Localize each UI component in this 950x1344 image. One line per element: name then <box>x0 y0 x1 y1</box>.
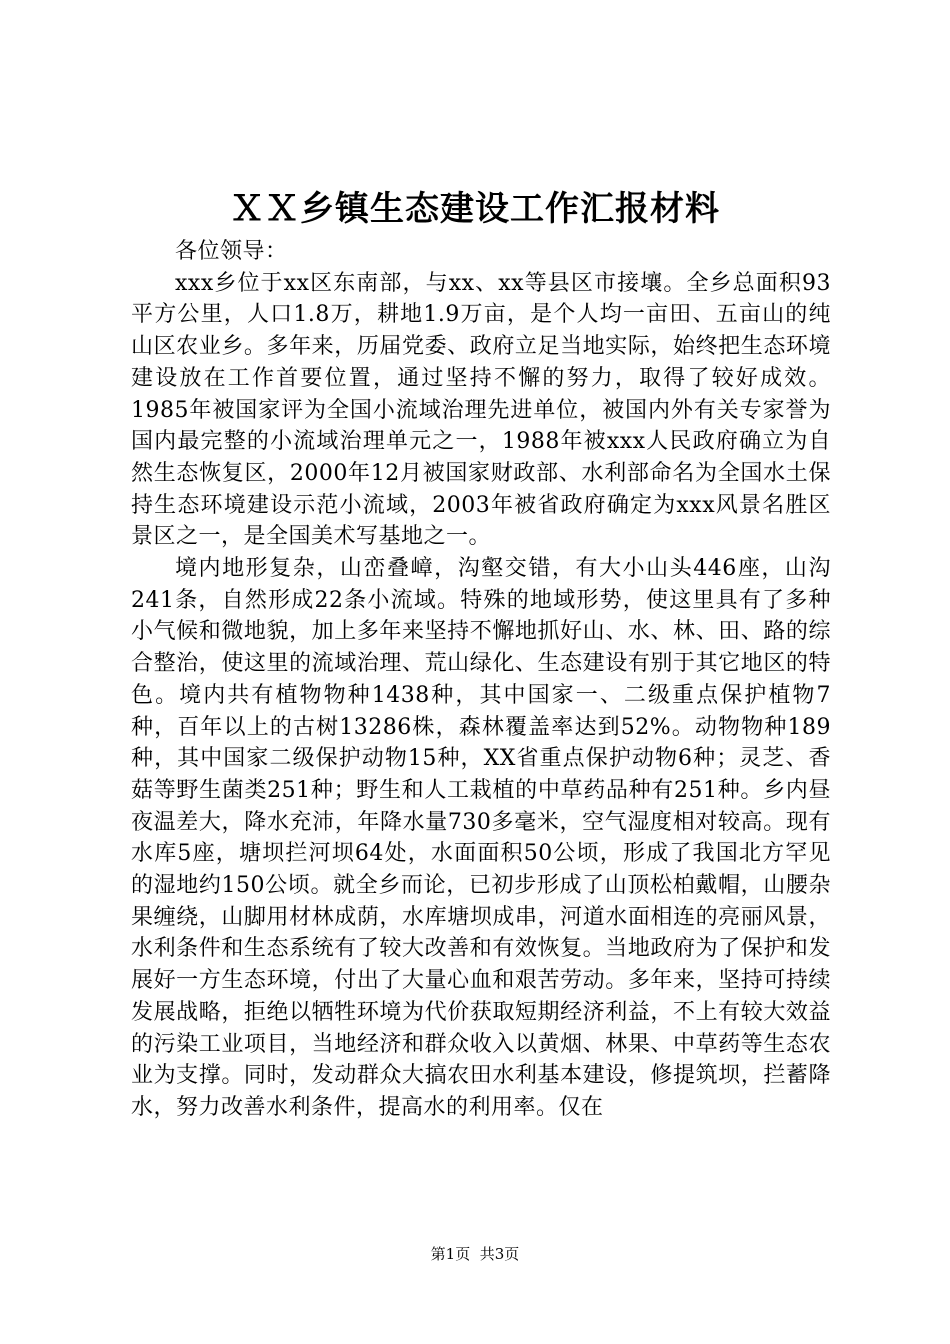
page-number: 第1页 <box>430 1245 471 1263</box>
page-total: 共3页 <box>479 1245 520 1263</box>
document-body <box>131 236 831 1124</box>
paragraph-terrain: 境内地形复杂，山峦叠嶂，沟壑交错，有大小山头446座，山沟241条，自然形成22条小流域。特殊的地域形势，使这里具有了多种小气候和微地貌，加上多年来坚持不懈地抓好山、水、林、田、路的综合整治，使这里的流域治理、荒山绿化、生态建设有别于其它地区的特色。境内共有植物物种1438种，其中国家一、二级重点保护植物7种，百年以上的古树13286株，森林覆盖率达到52%。动物物种189种，其中国家二级保护动物15种，XX省重点保护动物6种；灵芝、香菇等野生菌类251种；野生和人工栽植的中草药品种有251种。乡内昼夜温差大，降水充沛，年降水量730多毫米，空气湿度相对较高。现有水库5座，塘坝拦河坝64处，水面面积50公顷，形成了我国北方罕见的湿地约150公顷。就全乡而论，已初步形成了山顶松柏戴帽，山腰杂果缠绕，山脚用材林成荫，水库塘坝成串，河道水面相连的亮丽风景，水利条件和生态系统有了较大改善和有效恢复。当地政府为了保护和发展好一方生态环境，付出了大量心血和艰苦劳动。多年来，坚持可持续发展战略，拒绝以牺牲环境为代价获取短期经济利益，不上有较大效益的污染工业项目，当地经济和群众收入以黄烟、林果、中草药等生态农业为支撑。同时，发动群众大搞农田水利基本建设，修提筑坝，拦蓄降水，努力改善水利条件，提高水的利用率。仅在 <box>131 556 831 1120</box>
paragraph-overview: xxx乡位于xx区东南部，与xx、xx等县区市接壤。全乡总面积93平方公里，人口1.8万，耕地1.9万亩，是个人均一亩田、五亩山的纯山区农业乡。多年来，历届党委、政府立足当地实际，始终把生态环境建设放在工作首要位置，通过坚持不懈的努力，取得了较好成效。1985年被国家评为全国小流域治理先进单位，被国内外有关专家誉为国内最完整的小流域治理单元之一，1988年被xxx人民政府确立为自然生态恢复区，2000年12月被国家财政部、水利部命名为全国水土保持生态环境建设示范小流域，2003年被省政府确定为xxx风景名胜区景区之一，是全国美术写基地之一。 <box>131 270 831 550</box>
document-title: ＸＸ乡镇生态建设工作汇报材料 <box>230 189 720 229</box>
page-footer <box>0 1243 950 1265</box>
salutation: 各位领导： <box>175 239 288 264</box>
